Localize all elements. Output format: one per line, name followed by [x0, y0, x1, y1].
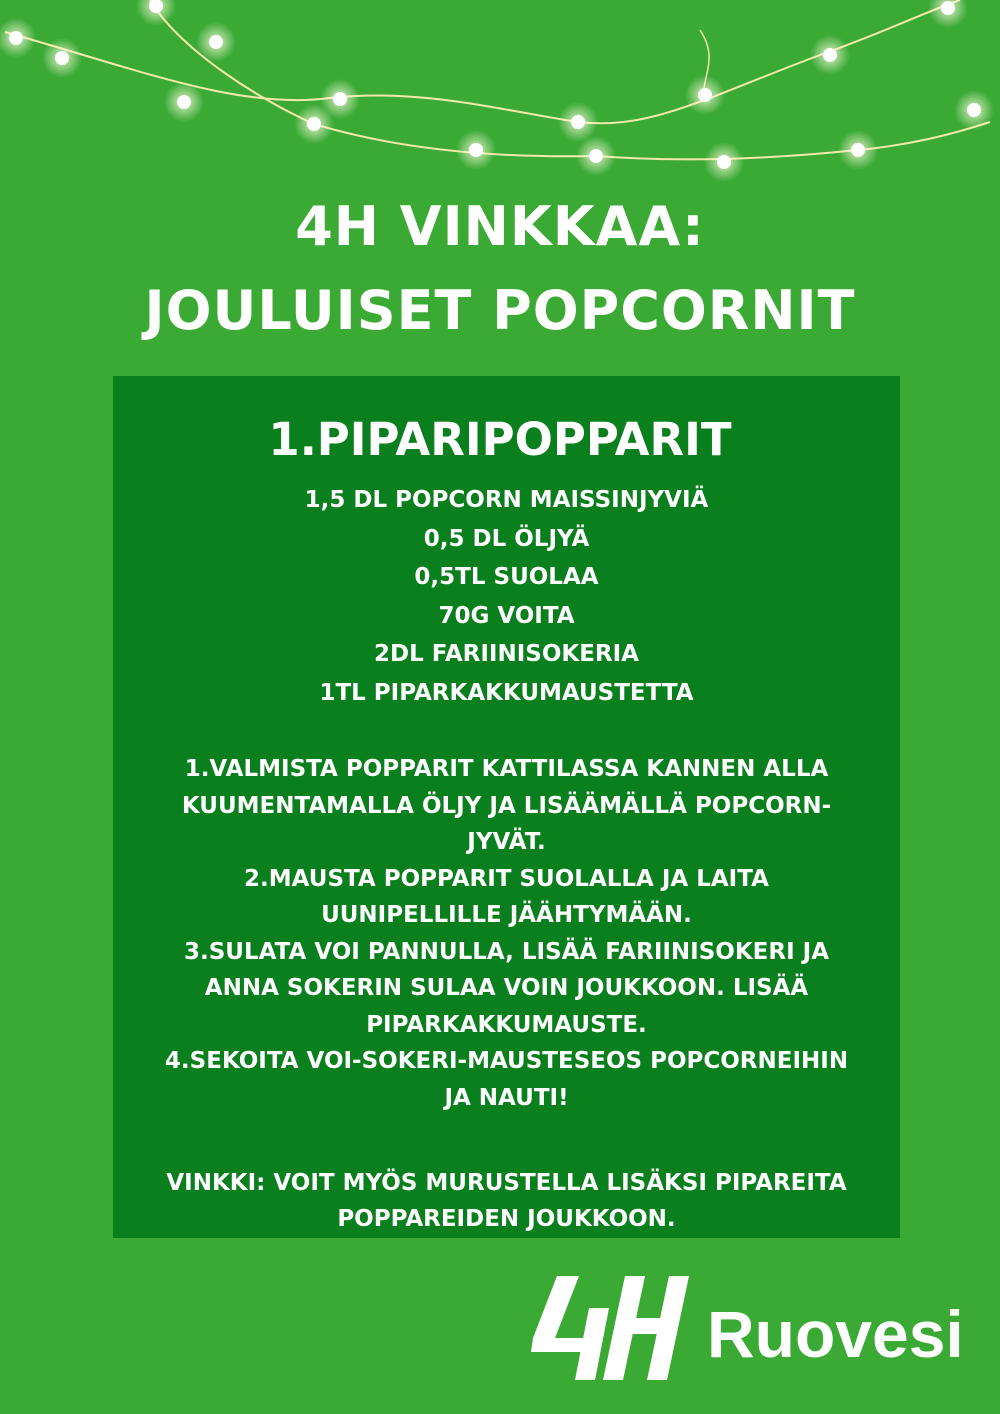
- title-line-1: 4H VINKKAA:: [295, 195, 705, 258]
- instruction-line: UUNIPELLILLE JÄÄHTYMÄÄN.: [321, 902, 692, 928]
- instruction-line: 4.SEKOITA VOI-SOKERI-MAUSTESEOS POPCORNEIHIN: [164, 1048, 849, 1074]
- ingredients-list: [113, 481, 900, 712]
- ingredient-item: 0,5TL SUOLAA: [414, 564, 599, 590]
- title-line-2: JOULUISET POPCORNIT: [144, 279, 856, 342]
- ingredient-item: 1,5 DL POPCORN MAISSINJYVIÄ: [304, 487, 709, 513]
- ingredient-item: 1TL PIPARKAKKUMAUSTETTA: [319, 679, 694, 706]
- ingredient-item: 0,5 DL ÖLJYÄ: [423, 525, 590, 552]
- tip-text: [113, 1165, 900, 1237]
- tip-line-2: POPPAREIDEN JOUKKOON.: [337, 1206, 676, 1232]
- instructions: [113, 751, 900, 1116]
- tip-line-1: VINKKI: VOIT MYÖS MURUSTELLA LISÄKSI PIPAREITA: [166, 1170, 847, 1196]
- logo-text: Ruovesi: [707, 1297, 964, 1371]
- instruction-line: JA NAUTI!: [444, 1084, 569, 1111]
- 4h-logo-mark: [527, 1268, 697, 1388]
- instruction-line: 3.SULATA VOI PANNULLA, LISÄÄ FARIINISOKERI JA: [183, 938, 830, 965]
- page-title: [0, 185, 1000, 353]
- instruction-line: ANNA SOKERIN SULAA VOIN JOUKKOON. LISÄÄ: [204, 975, 809, 1001]
- recipe-heading: 1.PIPARIPOPPARIT: [268, 413, 732, 466]
- instruction-line: KUUMENTAMALLA ÖLJY JA LISÄÄMÄLLÄ POPCORN-: [181, 792, 832, 819]
- instruction-line: JYVÄT.: [467, 829, 546, 855]
- instruction-line: 1.VALMISTA POPPARIT KATTILASSA KANNEN ALLA: [184, 756, 829, 782]
- ingredient-item: 70G VOITA: [438, 602, 575, 629]
- instruction-line: PIPARKAKKUMAUSTE.: [366, 1011, 647, 1038]
- string-lights-decoration: [0, 0, 1000, 190]
- instruction-line: 2.MAUSTA POPPARIT SUOLALLA JA LAITA: [244, 865, 769, 892]
- ingredient-item: 2DL FARIINISOKERIA: [374, 641, 639, 667]
- organization-logo: [527, 1268, 967, 1388]
